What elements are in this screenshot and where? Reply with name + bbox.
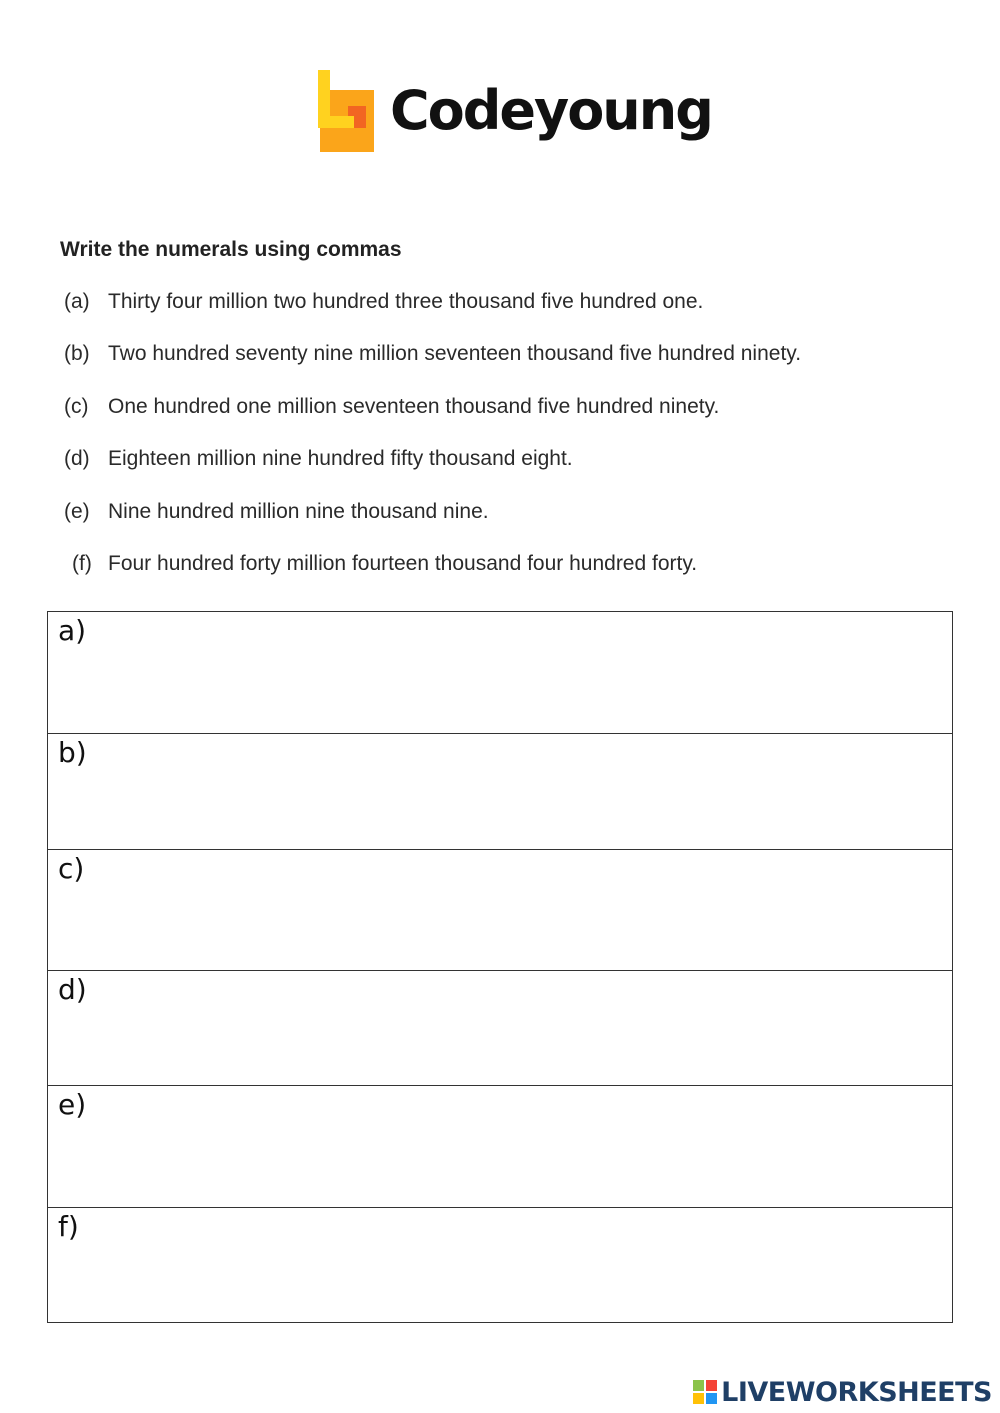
question-label: (b) xyxy=(64,342,90,365)
question-label: (f) xyxy=(72,552,92,575)
liveworksheets-logo-icon xyxy=(693,1380,717,1404)
codeyoung-logo-icon xyxy=(314,68,376,154)
question-text: Nine hundred million nine thousand nine. xyxy=(108,500,489,523)
answer-input-d[interactable] xyxy=(108,979,944,1077)
answer-label: f) xyxy=(58,1210,79,1243)
question-label: (e) xyxy=(64,500,90,523)
question-label: (d) xyxy=(64,447,90,470)
answer-input-b[interactable] xyxy=(108,742,944,841)
answer-label: c) xyxy=(58,852,85,885)
instruction-heading: Write the numerals using commas xyxy=(60,238,402,261)
answer-input-a[interactable] xyxy=(108,620,944,725)
answer-row-e xyxy=(48,1086,952,1208)
codeyoung-logo xyxy=(314,68,714,163)
question-text: Eighteen million nine hundred fifty thousand eight. xyxy=(108,447,573,470)
question-d xyxy=(64,447,573,471)
answer-row-c xyxy=(48,850,952,971)
logo-text: Codeyoung xyxy=(390,79,712,142)
question-text: Four hundred forty million fourteen thousand four hundred forty. xyxy=(108,552,698,575)
answer-row-d xyxy=(48,971,952,1086)
answer-label: e) xyxy=(58,1088,87,1121)
answer-label: d) xyxy=(58,973,87,1006)
question-label: (c) xyxy=(64,395,89,418)
question-a xyxy=(64,290,703,314)
question-b xyxy=(64,342,801,366)
answer-row-f xyxy=(48,1208,952,1322)
liveworksheets-brand xyxy=(693,1374,992,1410)
question-c xyxy=(64,395,719,419)
liveworksheets-text: LIVEWORKSHEETS xyxy=(721,1376,992,1408)
answer-label: a) xyxy=(58,614,87,647)
question-f xyxy=(72,552,697,576)
question-text: Two hundred seventy nine million seventeen thousand five hundred ninety. xyxy=(108,342,802,365)
answer-row-a xyxy=(48,612,952,734)
answer-input-f[interactable] xyxy=(108,1216,944,1314)
question-text: Thirty four million two hundred three thousand five hundred one. xyxy=(108,290,704,313)
answer-label: b) xyxy=(58,736,87,769)
question-label: (a) xyxy=(64,290,90,313)
question-e xyxy=(64,500,489,524)
answer-input-c[interactable] xyxy=(108,858,944,962)
answer-table xyxy=(47,611,953,1323)
answer-row-b xyxy=(48,734,952,850)
answer-input-e[interactable] xyxy=(108,1094,944,1199)
question-text: One hundred one million seventeen thousand five hundred ninety. xyxy=(108,395,720,418)
